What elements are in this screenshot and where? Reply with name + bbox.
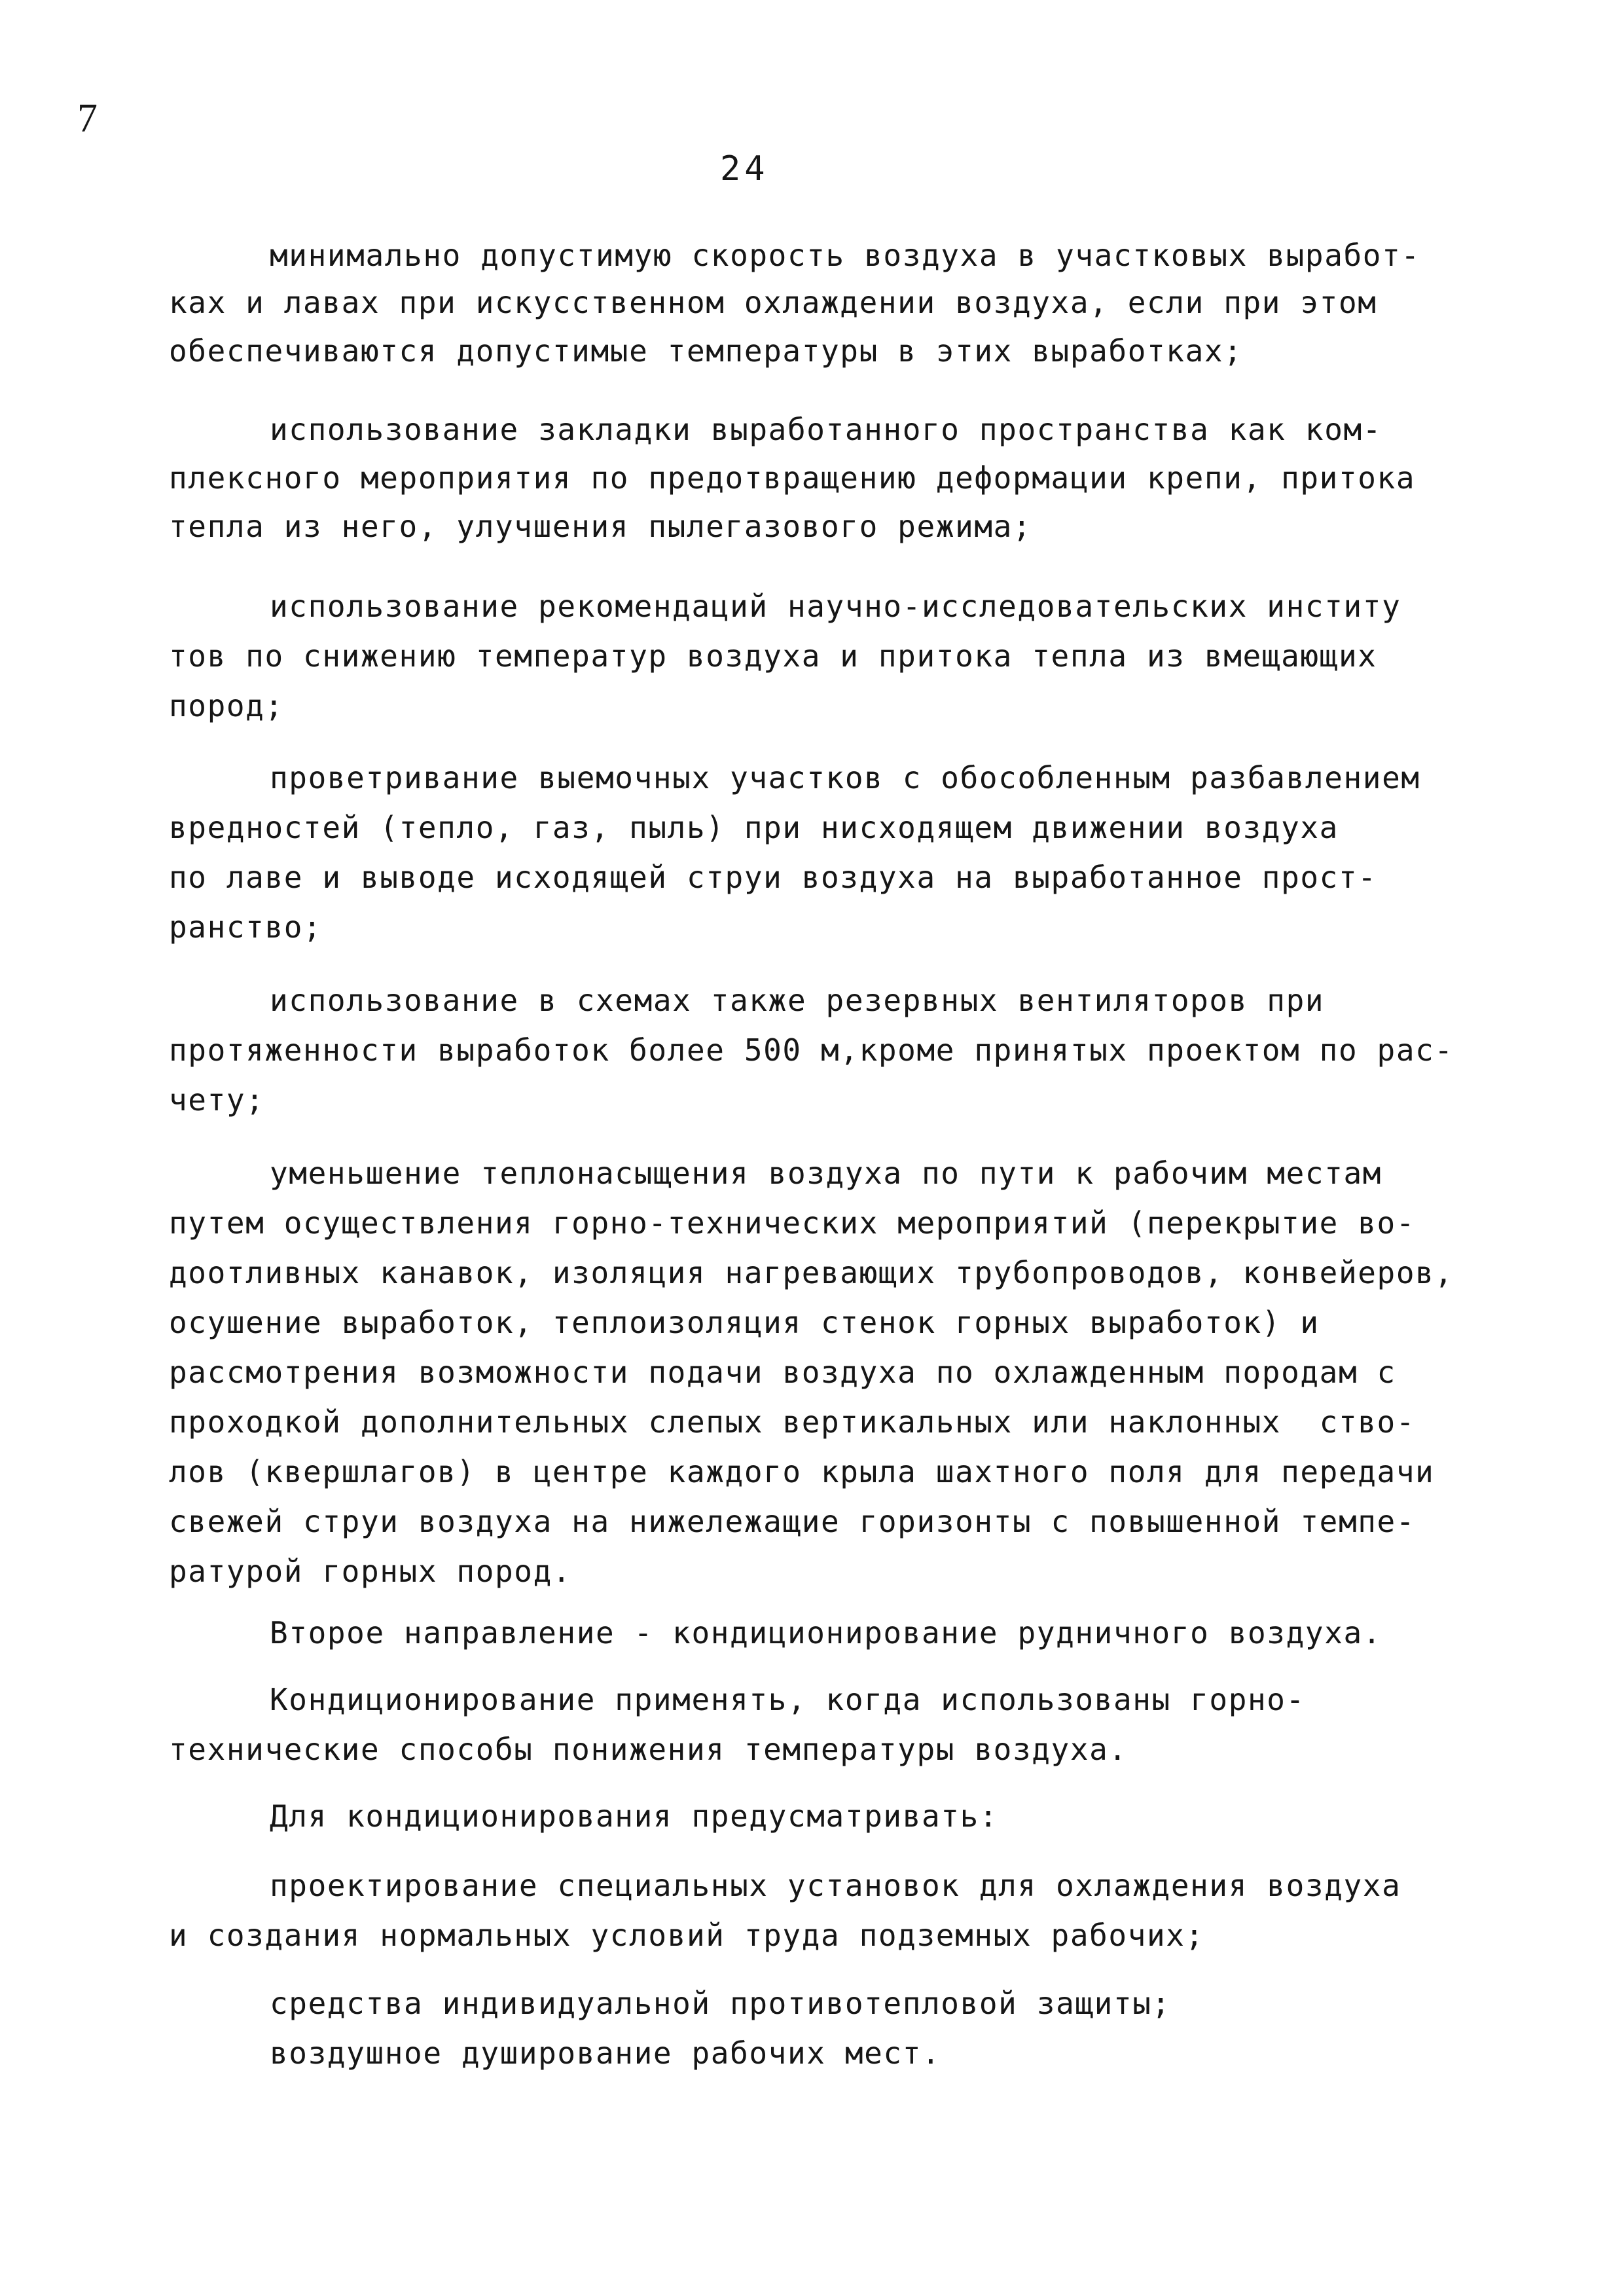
text-line: минимально допустимую скорость воздуха в участковых выработ- (270, 238, 1420, 273)
text-line: и создания нормальных условий труда подземных рабочих; (169, 1918, 1204, 1953)
text-line: проветривание выемочных участков с обособленным разбавлением (270, 760, 1420, 795)
text-line: проходкой дополнительных слепых вертикальных или наклонных ство- (169, 1404, 1416, 1440)
text-line: ках и лавах при искусственном охлаждении воздуха, если при этом (169, 285, 1377, 320)
text-line: чету; (169, 1082, 265, 1118)
text-line: по лаве и выводе исходящей струи воздуха на выработанное прост- (169, 860, 1377, 895)
text-line: ратурой горных пород. (169, 1554, 572, 1589)
text-line: обеспечиваются допустимые температуры в этих выработках; (169, 333, 1243, 369)
text-line: доотливных канавок, изоляция нагревающих трубопроводов, конвейеров, (169, 1255, 1454, 1290)
text-line: Для кондиционирования предусматривать: (270, 1798, 999, 1834)
text-line: использование в схемах также резервных вентиляторов при (270, 983, 1325, 1018)
text-line: Второе направление - кондиционирование рудничного воздуха. (270, 1615, 1382, 1650)
text-line: свежей струи воздуха на нижележащие горизонты с повышенной темпе- (169, 1504, 1416, 1539)
text-line: осушение выработок, теплоизоляция стенок горных выработок) и (169, 1305, 1320, 1340)
text-line: ранство; (169, 909, 323, 945)
text-line: тов по снижению температур воздуха и притока тепла из вмещающих (169, 638, 1377, 674)
text-line: использование рекомендаций научно-исследовательских институ (270, 589, 1401, 624)
text-line: уменьшение теплонасыщения воздуха по пути к рабочим местам (270, 1156, 1382, 1191)
margin-number: 7 (77, 96, 98, 141)
page-number: 24 (720, 149, 769, 189)
text-line: воздушное душирование рабочих мест. (270, 2035, 941, 2071)
text-line: протяженности выработок более 500 м,кроме принятых проектом по рас- (169, 1032, 1454, 1068)
text-line: технические способы понижения температуры воздуха. (169, 1732, 1128, 1767)
text-line: тепла из него, улучшения пылегазового режима; (169, 509, 1032, 544)
text-line: проектирование специальных установок для охлаждения воздуха (270, 1868, 1401, 1903)
text-line: использование закладки выработанного пространства как ком- (270, 412, 1382, 447)
text-line: плексного мероприятия по предотвращению деформации крепи, притока (169, 460, 1416, 496)
text-line: рассмотрения возможности подачи воздуха по охлажденным породам с (169, 1355, 1396, 1390)
text-line: пород; (169, 688, 284, 723)
text-line: средства индивидуальной противотепловой защиты; (270, 1986, 1171, 2021)
text-line: Кондиционирование применять, когда использованы горно- (270, 1682, 1305, 1717)
text-line: путем осуществления горно-технических мероприятий (перекрытие во- (169, 1205, 1416, 1241)
text-line: вредностей (тепло, газ, пыль) при нисходящем движении воздуха (169, 810, 1339, 845)
text-line: лов (квершлагов) в центре каждого крыла шахтного поля для передачи (169, 1454, 1435, 1489)
